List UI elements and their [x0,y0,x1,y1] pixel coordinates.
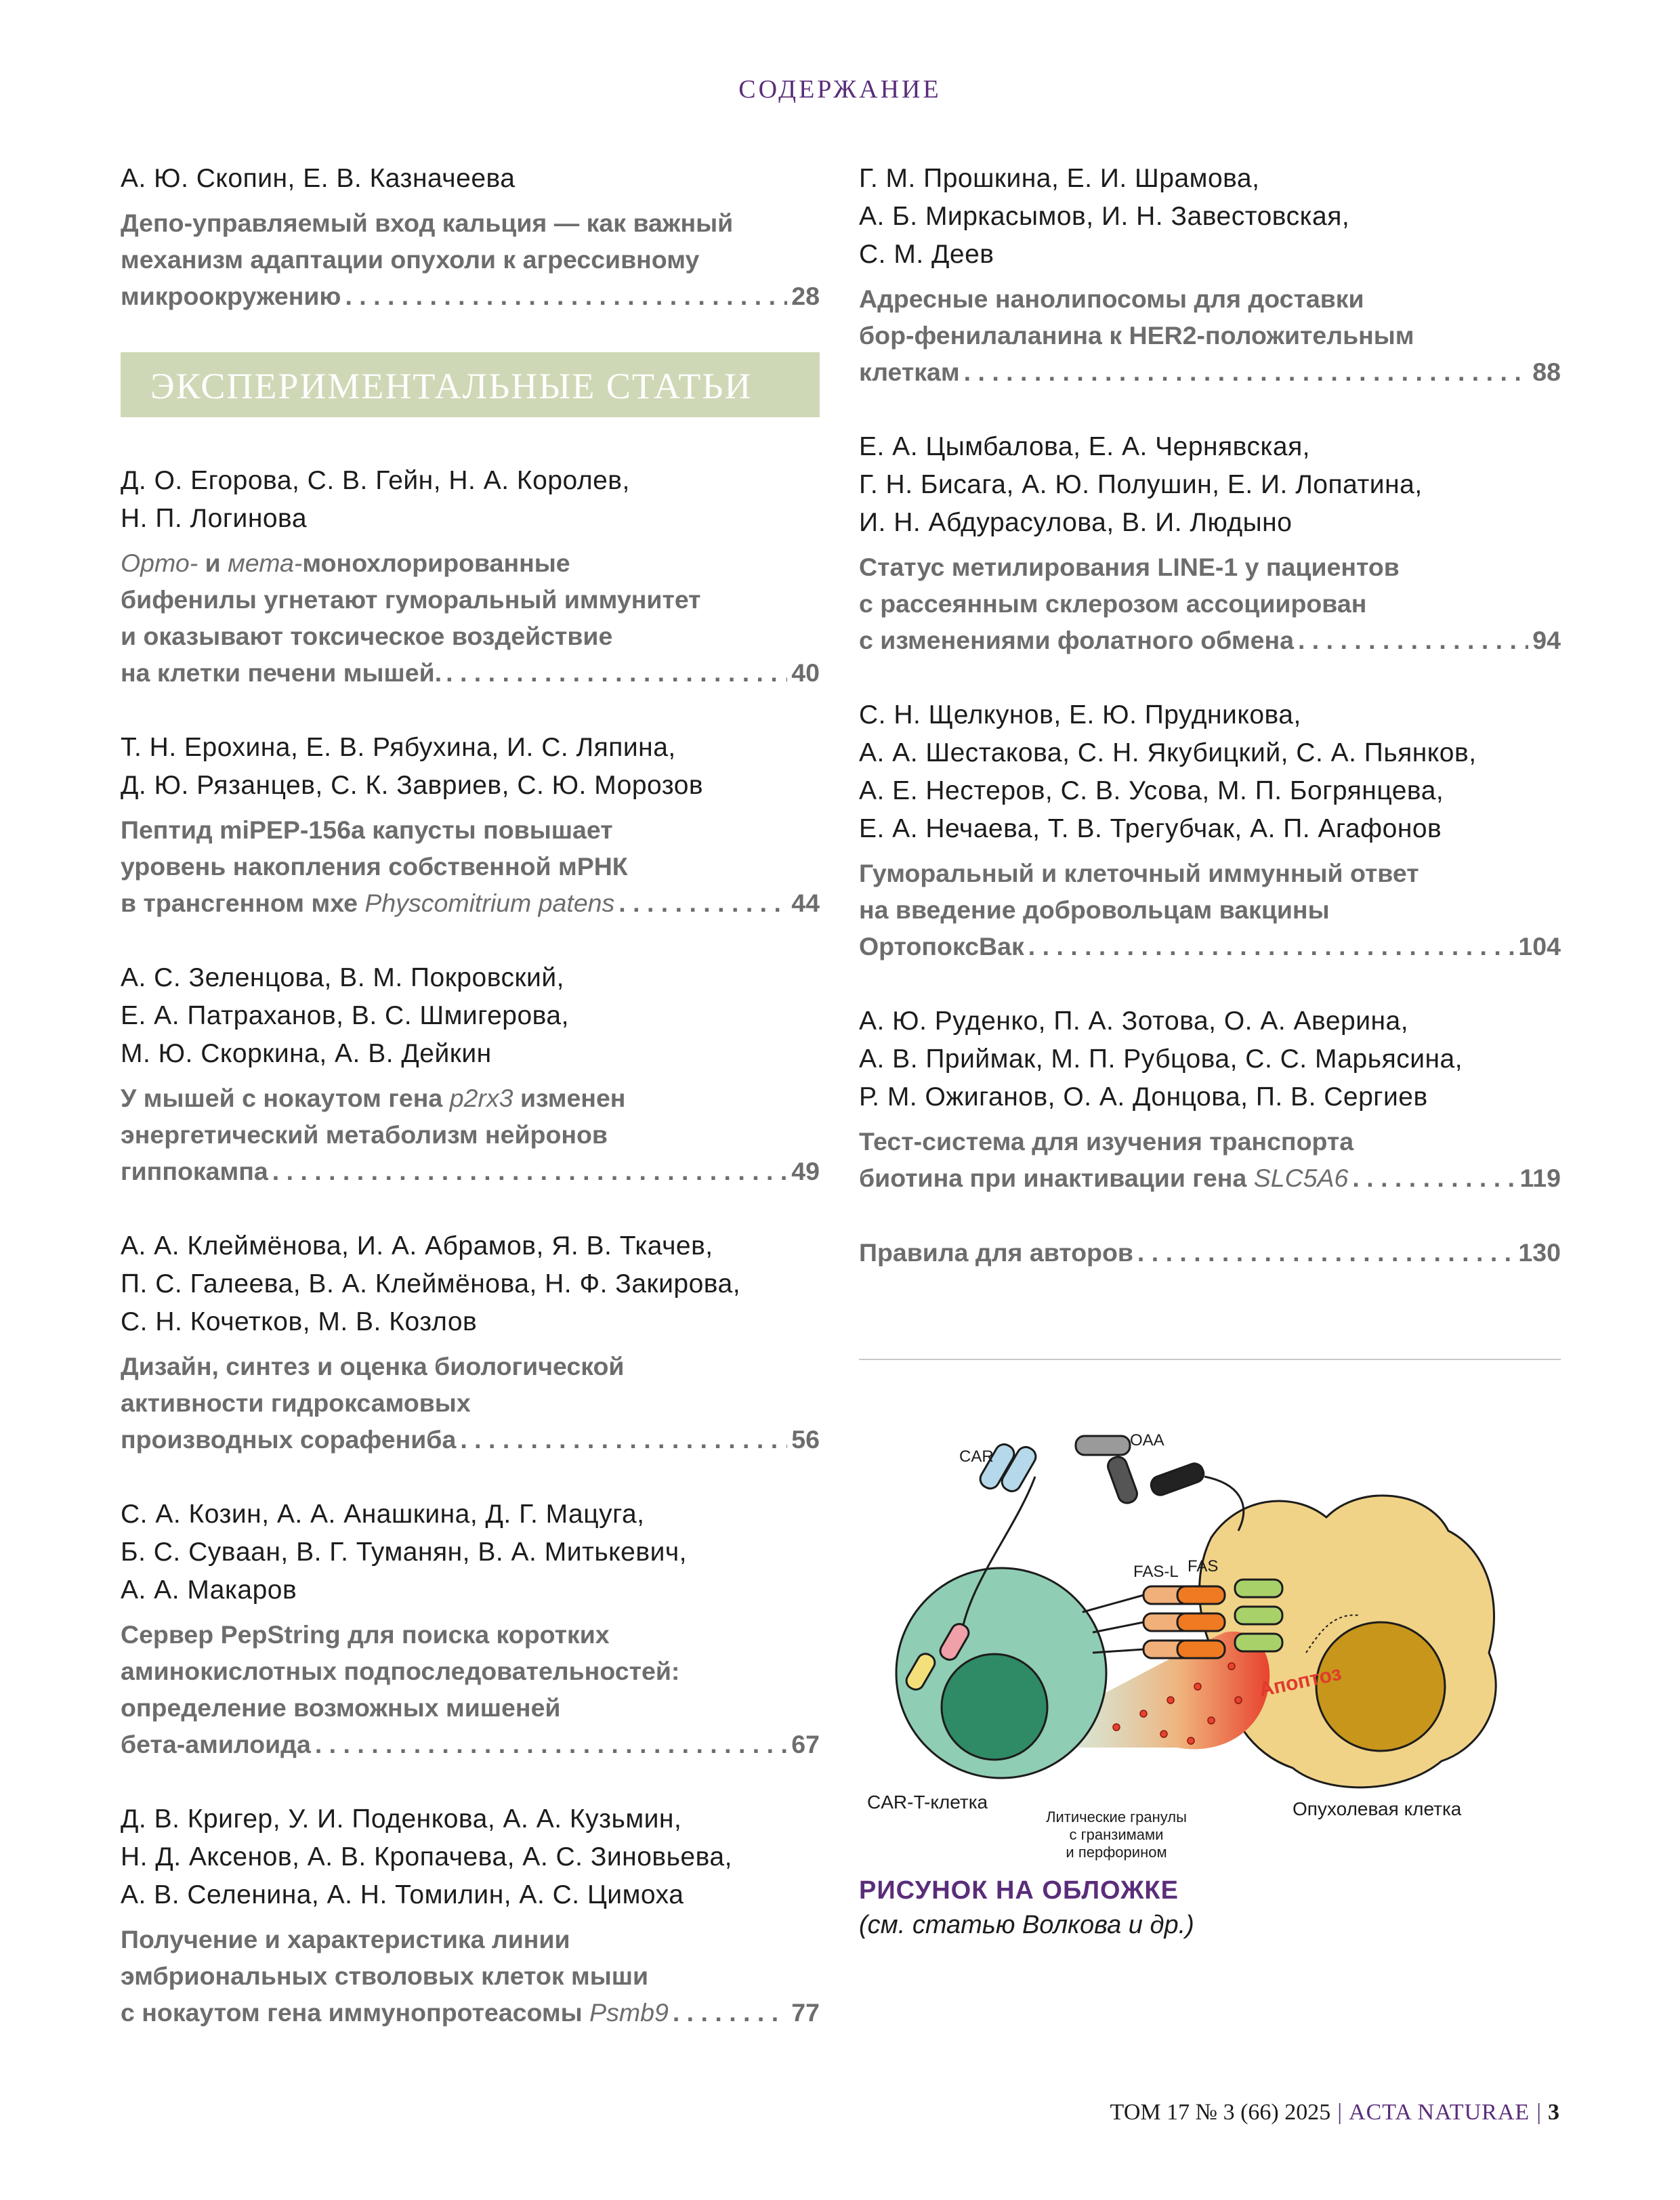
entry-authors: С. А. Козин, А. А. Анашкина, Д. Г. Мацуга, Б. С. Сувaан, В. Г. Туманян, В. А. Митькевич, А. А. Макаров [121,1500,688,1605]
entry-authors: А. С. Зеленцова, В. М. Покровский, Е. А. Патраханов, В. С. Шмигерова, М. Ю. Скоркина, А. В. Дейкин [121,963,569,1068]
page-number: 67 [791,1730,820,1758]
page-number: 40 [791,658,820,687]
leader-dots [1137,1234,1515,1271]
leader-dots [315,1726,787,1762]
footer-page-number: 3 [1548,2100,1559,2125]
page-number: 28 [791,282,820,310]
entry-title[interactable]: Статус метилирования LINE-1 у пациентов с рассеянным склерозом ассоциирован с изменениями фолатного обмена . . . 94 [859,549,1561,658]
page-number: 49 [791,1157,820,1185]
toc-entry[interactable] [121,959,820,1189]
leader-dots [272,1153,788,1189]
leader-dots [618,885,787,921]
entry-title[interactable]: Пептид miPEP-156a капусты повышает уровень накопления собственной мРНК в трансгенном мхе Physcomitrium patens . . . 44 [121,811,820,921]
oaa-domain-1 [1076,1436,1130,1455]
entry-authors: А. Ю. Скопин, Е. В. Казначеева [121,164,516,193]
page-number: 77 [791,1998,820,2027]
page-number: 130 [1518,1238,1561,1267]
divider [859,1359,1561,1360]
entry-title[interactable]: У мышей с нокаутом гена p2rx3 изменен энергетический метаболизм нейронов гиппокампа . . . 49 [121,1080,820,1189]
page-number: 94 [1532,626,1561,654]
entry-authors: А. Ю. Руденко, П. А. Зотова, О. А. Аверина, А. В. Приймак, М. П. Рубцова, С. С. Марьясина, Р. М. Ожиганов, О. А. Донцова, П. В. Сергиев [859,1007,1463,1112]
label-granules-1: Литические гранулы [1046,1808,1187,1825]
page-number: 56 [791,1425,820,1454]
toc-entry[interactable] [859,1002,1561,1196]
entry-title[interactable]: Гуморальный и клеточный иммунный ответ на введение добровольцам вакцины ОртопоксВак . . . 104 [859,855,1561,965]
cover-title: РИСУНОК НА ОБЛОЖКЕ [859,1876,1179,1905]
label-apoptosis: Апоптоз [1257,1662,1344,1701]
entry-title[interactable]: Депо-управляемый вход кальция — как важный механизм адаптации опухоли к агрессивному микроокружению . . . 28 [121,205,820,314]
entry-title[interactable]: Адресные нанолипосомы для доставки бор-фенилаланина к HER2-положительным клеткам . . . 88 [859,280,1561,390]
label-fas: FAS [1188,1557,1219,1575]
entry-authors: Е. А. Цымбалова, Е. А. Чернявская, Г. Н. Бисага, А. Ю. Полушин, Е. И. Лопатина, И. Н. Абдурасулова, В. И. Людыно [859,432,1423,537]
left-column [121,160,820,2069]
leader-dots [1028,928,1515,965]
entry-authors: А. А. Клеймёнова, И. А. Абрамов, Я. В. Ткачев, П. С. Галеева, В. А. Клеймёнова, Н. Ф. Закирова, С. Н. Кочетков, М. В. Козлов [121,1231,741,1336]
label-tumor: Опухолевая клетка [1293,1798,1462,1819]
toc-entry[interactable] [121,1227,820,1458]
leader-dots [345,278,787,314]
label-car: CAR [959,1447,994,1466]
label-fasl: FAS-L [1133,1563,1179,1581]
toc-entry[interactable] [121,462,820,691]
section-banner: ЭКСПЕРИМЕНТАЛЬНЫЕ СТАТЬИ [121,352,820,417]
toc-entry[interactable] [121,729,820,921]
cart-nucleus [942,1654,1047,1760]
leader-dots [460,1421,787,1458]
tumor-nucleus [1316,1622,1445,1751]
page-number: 44 [791,889,820,917]
label-cart: CAR-T-клетка [867,1792,988,1813]
page-header: СОДЕРЖАНИЕ [738,75,942,104]
footer-volume: ТОМ 17 № 3 (66) 2025 [1110,2100,1331,2125]
toc-entry[interactable] [121,1800,820,2031]
entry-title[interactable]: Тест-система для изучения транспорта биотина при инактивации гена SLC5A6 . . . 119 [859,1123,1561,1196]
leader-dots [964,354,1529,390]
toc-entry[interactable] [859,428,1561,658]
label-oaa: OAA [1130,1431,1164,1450]
toc-entry[interactable] [121,160,820,314]
entry-authors: Г. М. Прошкина, Е. И. Шрамова, А. Б. Миркасымов, И. Н. Завестовская, С. М. Деев [859,164,1350,269]
entry-title[interactable]: Орто- и мета-монохлорированные бифенилы угнетают гуморальный иммунитет и оказывают токсическое воздействие на клетки печени мышей. . . . 40 [121,545,820,691]
leader-dots [1298,622,1528,658]
oaa-domain-3 [1149,1461,1206,1498]
page-number: 104 [1518,932,1561,960]
entry-title[interactable]: Дизайн, синтез и оценка биологической активности гидроксамовых производных сорафениба . . . 56 [121,1348,820,1458]
page-footer: ТОМ 17 № 3 (66) 2025 | ACTA NATURAE | 3 [1110,2100,1559,2125]
leader-dots [1352,1160,1515,1196]
leader-dots [673,1994,787,2031]
toc-entry[interactable] [859,160,1561,390]
cover-caption [859,1876,1194,1940]
entry-title[interactable]: Получение и характеристика линии эмбриональных стволовых клеток мыши с нокаутом гена иммунопротеасомы Psmb9 . . . 77 [121,1921,820,2031]
entry-authors: Т. Н. Ерохина, Е. В. Рябухина, И. С. Ляпина, Д. Ю. Рязанцев, С. К. Завриев, С. Ю. Морозов [121,733,704,800]
fas-ligand-pairs [1083,1580,1282,1658]
entry-authors: Д. О. Егорова, С. В. Гейн, Н. А. Королев, Н. П. Логинова [121,466,630,533]
label-granules-2: с гранзимами [1069,1826,1164,1843]
label-granules-3: и перфорином [1066,1844,1167,1861]
right-column [859,160,1561,1271]
toc-entry[interactable] [121,1496,820,1762]
page-number: 119 [1519,1164,1561,1192]
cover-subtitle: (см. статью Волкова и др.) [859,1911,1194,1939]
page-number: 88 [1532,358,1561,386]
leader-dots [446,654,787,691]
toc-entry[interactable] [859,696,1561,965]
entry-title[interactable]: Сервер PepString для поиска коротких аминокислотных подпоследовательностей: определение возможных мишеней бета-амилоида . . . 67 [121,1616,820,1762]
footer-journal: ACTA NATURAE [1349,2100,1530,2125]
cover-figure [859,1429,1561,1863]
entry-authors: С. Н. Щелкунов, Е. Ю. Прудникова, А. А. Шестакова, С. Н. Якубицкий, С. А. Пьянков, А. Е. Нестеров, С. В. Усова, М. П. Богрянцева, Е. А. Нечаева, Т. В. Трегубчак, А. П. Агафонов [859,700,1477,843]
entry-authors: Д. В. Кригер, У. И. Поденкова, А. А. Кузьмин, Н. Д. Аксенов, А. В. Кропачева, А. С. Зиновьева, А. В. Селенина, А. Н. Томилин, А. С. Цимоха [121,1804,732,1909]
oaa-domain-2 [1106,1454,1139,1505]
rules-for-authors-link[interactable]: Правила для авторов . . . 130 [859,1234,1561,1271]
